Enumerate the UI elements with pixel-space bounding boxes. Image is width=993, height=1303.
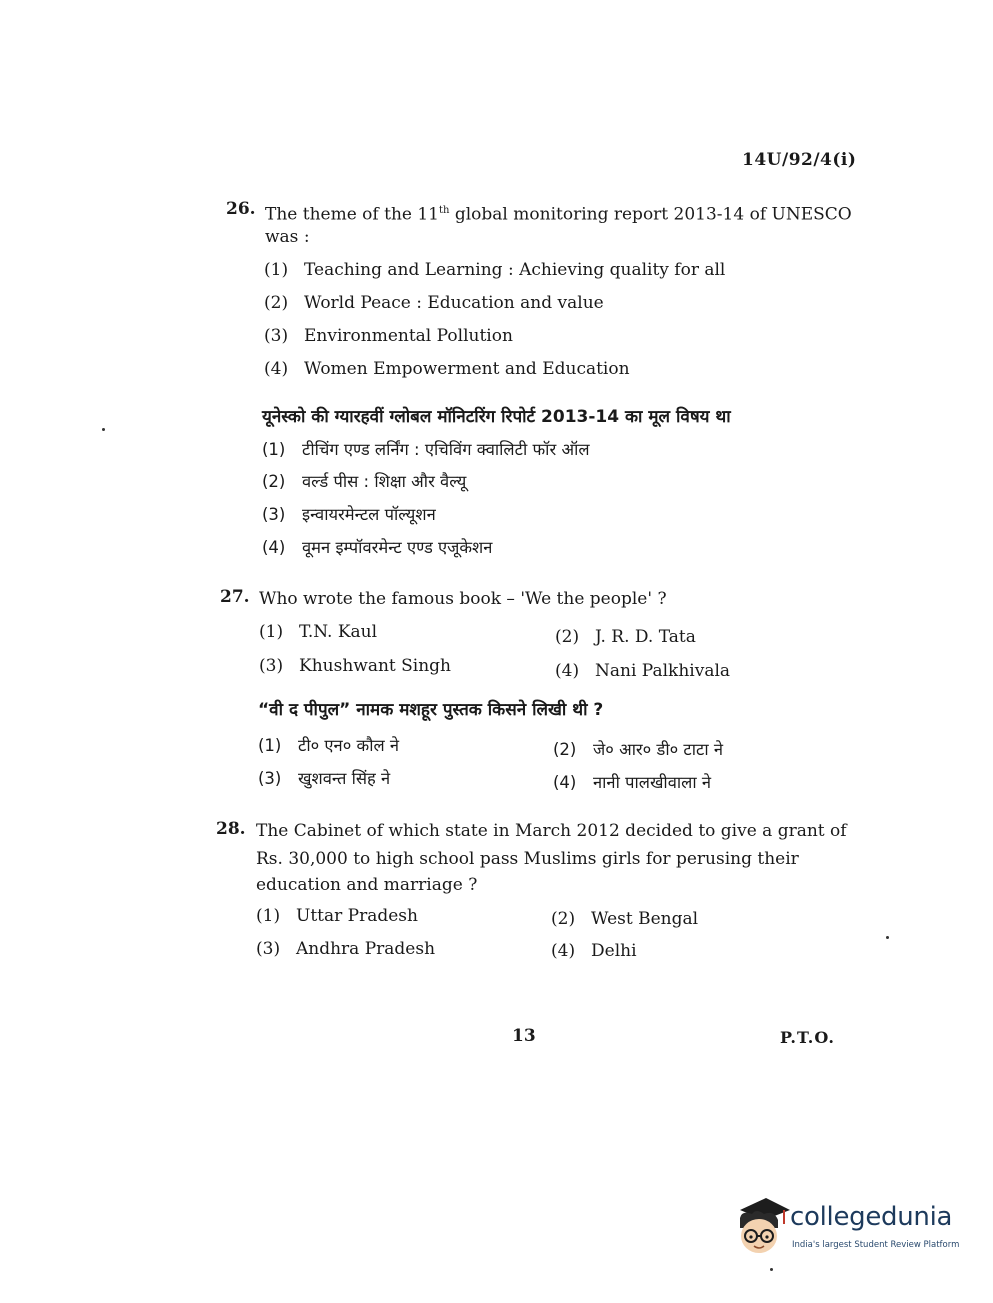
- paper-code: 14U/92/4(i): [742, 150, 857, 170]
- q27-hindi-option-2: (2) जे० आर० डी० टाटा ने: [553, 740, 724, 759]
- q26-hindi-text: यूनेस्को की ग्यारहवीं ग्लोबल मॉनिटरिंग रिपोर्ट 2013-14 का मूल विषय था: [262, 407, 731, 427]
- scan-speck: [770, 1268, 773, 1271]
- question-26-text: The theme of the 11th global monitoring report 2013-14 of UNESCO: [265, 204, 852, 225]
- brand-name: collegedunia: [790, 1202, 953, 1232]
- pto-label: P.T.O.: [780, 1028, 835, 1047]
- scan-speck: [886, 936, 889, 939]
- q28-option-3: (3) Andhra Pradesh: [256, 939, 436, 959]
- q27-hindi-option-1: (1) टी० एन० कौल ने: [258, 736, 400, 755]
- q26-option-2: (2) World Peace : Education and value: [264, 293, 604, 313]
- collegedunia-watermark: [732, 1196, 964, 1262]
- question-27-number: 27.: [220, 587, 250, 607]
- q28-option-2: (2) West Bengal: [551, 909, 699, 929]
- q26-hindi-option-3: (3) इन्वायरमेन्टल पॉल्यूशन: [262, 505, 436, 524]
- brand-tagline: India's largest Student Review Platform: [792, 1240, 960, 1250]
- q26-hindi-option-1: (1) टीचिंग एण्ड लर्निंग : एचिविंग क्वालिटी फॉर ऑल: [262, 440, 590, 459]
- question-26-text-line2: was :: [265, 227, 310, 247]
- q28-option-1: (1) Uttar Pradesh: [256, 906, 418, 926]
- question-28-text-line3: education and marriage ?: [256, 875, 478, 895]
- question-26-number: 26.: [226, 199, 256, 219]
- q27-hindi-option-4: (4) नानी पालखीवाला ने: [553, 773, 712, 792]
- q26-hindi-option-4: (4) वूमन इम्पॉवरमेन्ट एण्ड एजूकेशन: [262, 538, 493, 557]
- q27-hindi-option-3: (3) खुशवन्त सिंह ने: [258, 769, 391, 788]
- q26-hindi-option-2: (2) वर्ल्ड पीस : शिक्षा और वैल्यू: [262, 472, 467, 491]
- q26-option-1: (1) Teaching and Learning : Achieving quality for all: [264, 260, 726, 280]
- q27-hindi-text: “वी द पीपुल” नामक मशहूर पुस्तक किसने लिखी थी ?: [258, 700, 604, 720]
- q28-option-4: (4) Delhi: [551, 941, 637, 961]
- question-28-number: 28.: [216, 819, 246, 839]
- q27-option-1: (1) T.N. Kaul: [259, 622, 378, 642]
- page-number: 13: [512, 1026, 536, 1046]
- q27-option-3: (3) Khushwant Singh: [259, 656, 452, 676]
- question-28-text-line2: Rs. 30,000 to high school pass Muslims girls for perusing their: [256, 849, 799, 869]
- scan-speck: [102, 428, 105, 431]
- q27-option-2: (2) J. R. D. Tata: [555, 627, 696, 647]
- question-27-text: Who wrote the famous book – 'We the people' ?: [259, 589, 667, 609]
- question-28-text-line1: The Cabinet of which state in March 2012 decided to give a grant of: [256, 821, 847, 841]
- student-mascot-icon: [732, 1196, 790, 1258]
- q26-option-3: (3) Environmental Pollution: [264, 326, 513, 346]
- q26-option-4: (4) Women Empowerment and Education: [264, 359, 630, 379]
- q27-option-4: (4) Nani Palkhivala: [555, 661, 731, 681]
